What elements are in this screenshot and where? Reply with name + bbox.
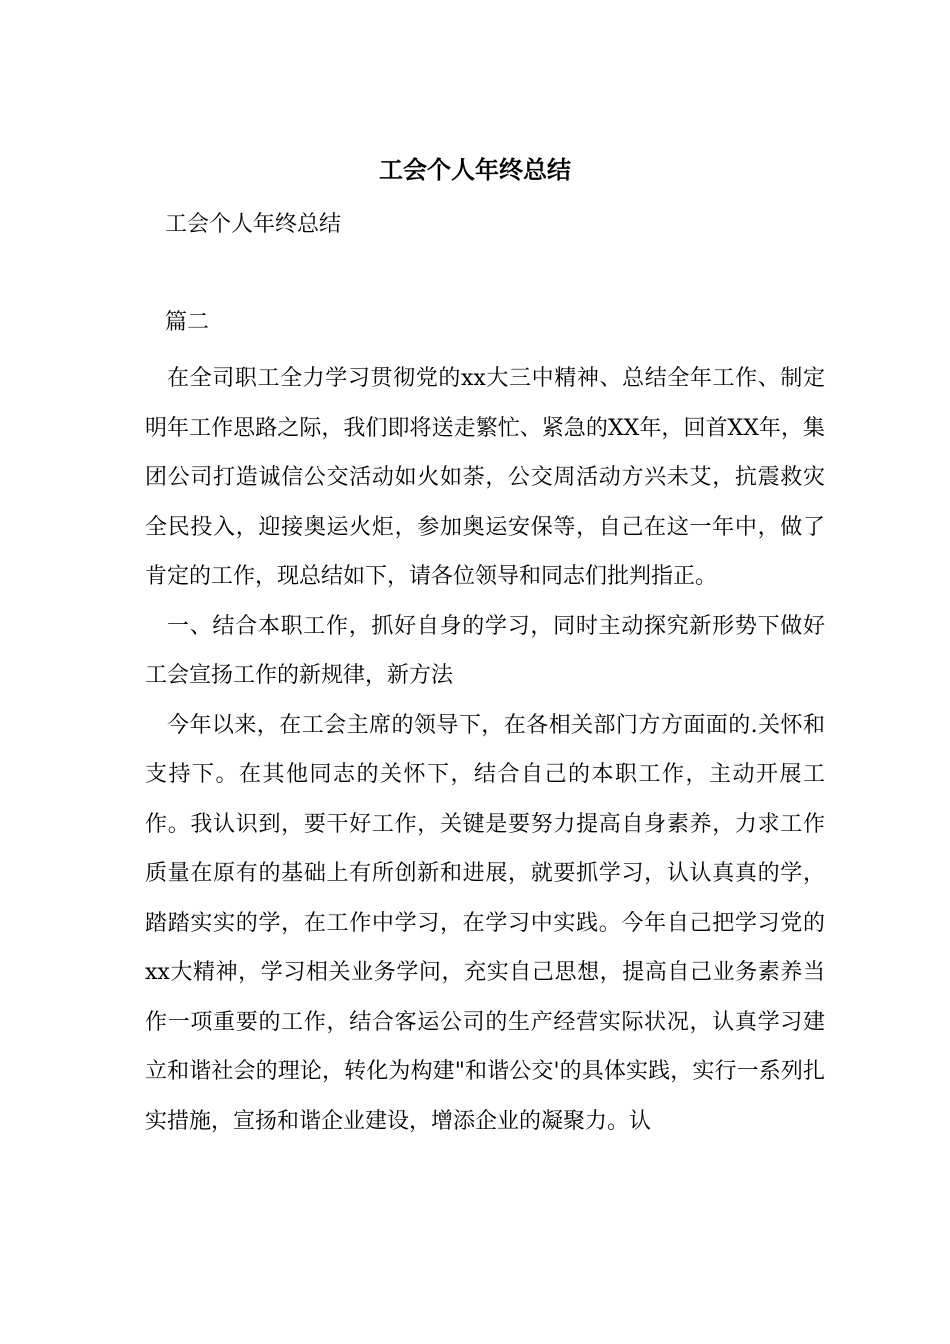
document-body	[145, 354, 825, 1146]
paragraph-intro: 在全司职工全力学习贯彻党的xx大三中精神、总结全年工作、制定明年工作思路之际，我们即将送走繁忙、紧急的XX年，回首XX年，集团公司打造诚信公交活动如火如荼，公交周活动方兴未艾，抗震救灾全民投入，迎接奥运火炬，参加奥运安保等，自己在这一年中，做了肯定的工作，现总结如下，请各位领导和同志们批判指正。	[145, 366, 825, 589]
section-label: 篇二	[165, 310, 210, 335]
document-title: 工会个人年终总结	[379, 155, 571, 184]
paragraph-body-one: 今年以来，在工会主席的领导下，在各相关部门方方面面的.关怀和支持下。在其他同志的关怀下，结合自己的本职工作，主动开展工作。我认识到，要干好工作，关键是要努力提高自身素养，力求工作质量在原有的基础上有所创新和进展，就要抓学习，认认真真的学，踏踏实实的学，在工作中学习，在学习中实践。今年自己把学习党的xx大精神，学习相关业务学问，充实自己思想，提高自己业务素养当作一项重要的工作，结合客运公司的生产经营实际状况，认真学习建立和谐社会的理论，转化为构建"和谐公交'的具体实践，实行一系列扎实措施，宣扬和谐企业建设，增添企业的凝聚力。认	[145, 712, 825, 1134]
document-subtitle: 工会个人年终总结	[165, 212, 342, 237]
paragraph-heading-one: 一、结合本职工作，抓好自身的学习，同时主动探究新形势下做好工会宣扬工作的新规律，新方法	[145, 613, 825, 688]
